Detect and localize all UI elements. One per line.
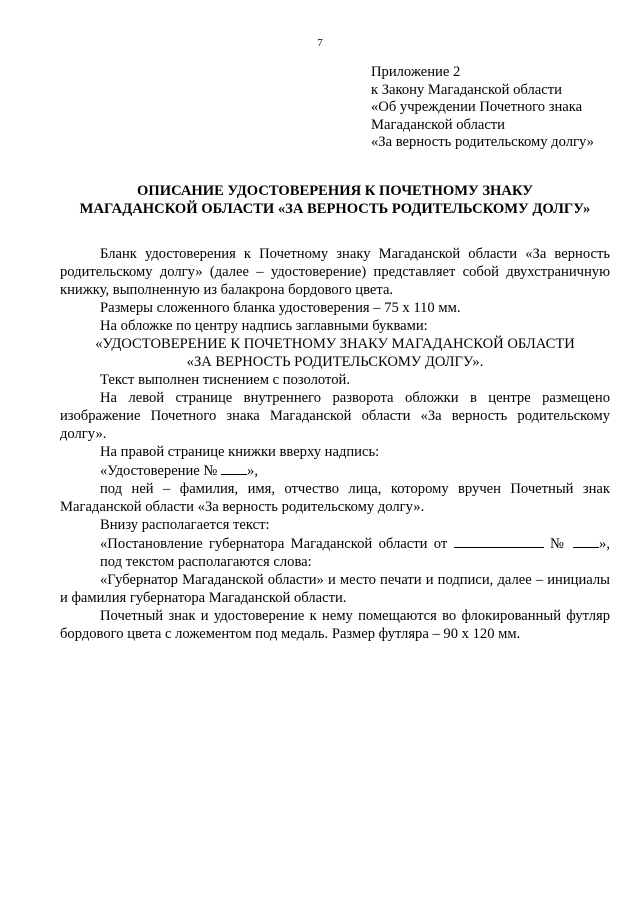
text-fragment: », [599, 536, 610, 552]
cover-inscription-line: «УДОСТОВЕРЕНИЕ К ПОЧЕТНОМУ ЗНАКУ МАГАДАНСКОЙ ОБЛАСТИ [95, 336, 575, 352]
document-title [60, 182, 610, 218]
appendix-line: Магаданской области [371, 116, 505, 133]
text-fragment: », [247, 463, 258, 479]
appendix-line: «Об учреждении Почетного знака [371, 99, 583, 116]
page-number: 7 [317, 37, 323, 49]
paragraph: Внизу располагается текст: [100, 517, 270, 533]
paragraph: «Губернатор Магаданской области» и место печати и подписи, далее – инициалы и фамилия губернатора Магаданской области. [60, 572, 610, 606]
paragraph: под ней – фамилия, имя, отчество лица, которому вручен Почетный знак Магаданской области «За верность родительскому долгу». [60, 481, 610, 515]
cover-inscription-line: «ЗА ВЕРНОСТЬ РОДИТЕЛЬСКОМУ ДОЛГУ». [186, 354, 484, 370]
paragraph: На левой странице внутреннего разворота обложки в центре размещено изображение Почетного знака Магаданской области «За верность родительскому долгу». [60, 390, 610, 442]
paragraph: Текст выполнен тиснением с позолотой. [100, 372, 350, 388]
paragraph: под текстом располагаются слова: [100, 554, 312, 570]
blank-line [454, 534, 544, 548]
title-line: МАГАДАНСКОЙ ОБЛАСТИ «ЗА ВЕРНОСТЬ РОДИТЕЛЬСКОМУ ДОЛГУ» [79, 201, 591, 217]
paragraph: Почетный знак и удостоверение к нему помещаются во флокированный футляр бордового цвета с ложементом под медаль. Размер футляра – 90 х 120 мм. [60, 608, 610, 642]
blank-line [221, 461, 247, 475]
blank-line [573, 534, 599, 548]
appendix-header [371, 64, 636, 152]
title-line: ОПИСАНИЕ УДОСТОВЕРЕНИЯ К ПОЧЕТНОМУ ЗНАКУ [137, 183, 533, 199]
paragraph: Размеры сложенного бланка удостоверения – 75 х 110 мм. [100, 300, 461, 316]
text-fragment: № [543, 536, 574, 552]
appendix-line: Приложение 2 [371, 64, 461, 80]
certificate-number-line [60, 461, 610, 480]
text-fragment: «Удостоверение № [100, 463, 222, 479]
appendix-line: «За верность родительскому долгу» [371, 134, 594, 151]
paragraph: На обложке по центру надпись заглавными буквами: [100, 318, 428, 334]
paragraph: На правой странице книжки вверху надпись: [100, 444, 380, 460]
resolution-line [60, 534, 610, 553]
document-body [60, 245, 610, 643]
text-fragment: «Постановление губернатора Магаданской области от [100, 536, 454, 552]
paragraph: Бланк удостоверения к Почетному знаку Магаданской области «За верность родительскому долгу» (далее – удостоверение) представляет собой двухстраничную книжку, выполненную из балакрона бордового цвета. [60, 246, 610, 298]
appendix-line: к Закону Магаданской области [371, 81, 562, 98]
